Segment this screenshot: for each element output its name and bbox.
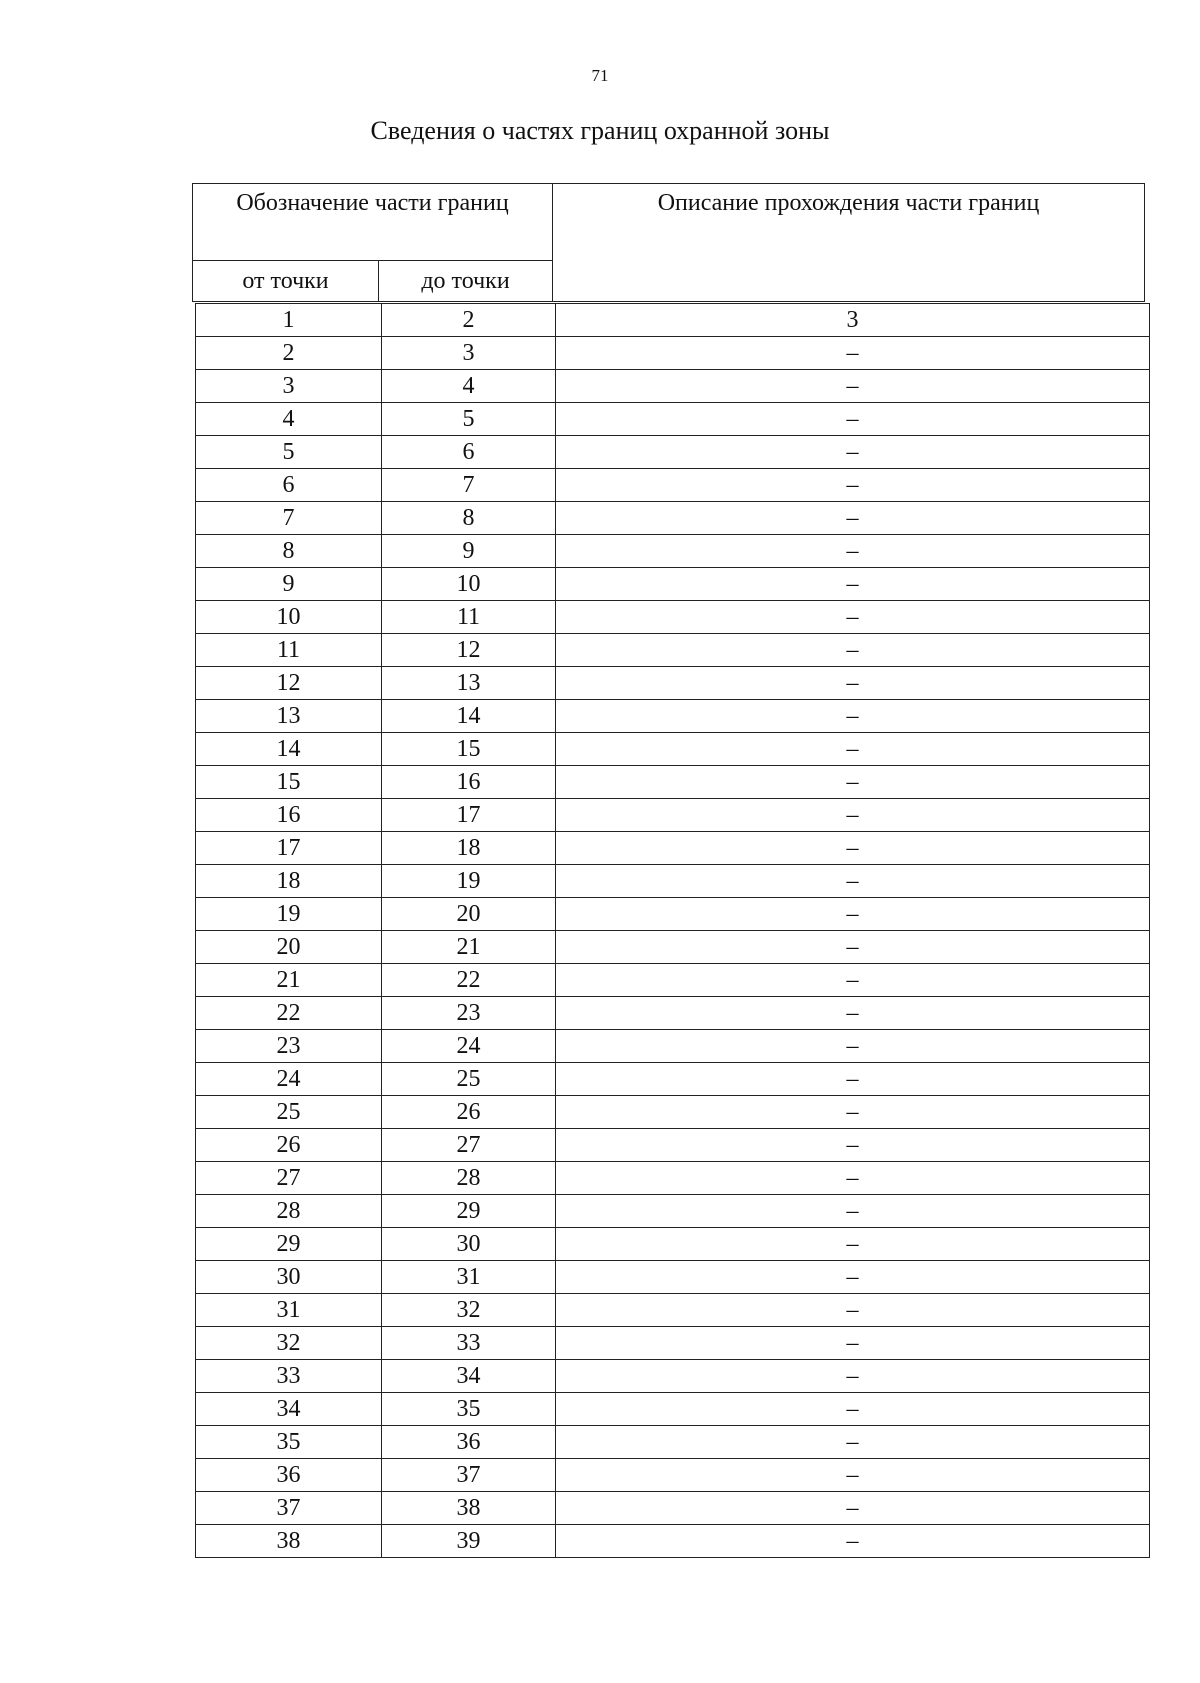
cell-to-point: 29 xyxy=(382,1195,556,1228)
cell-from-point: 38 xyxy=(196,1525,382,1558)
cell-description: – xyxy=(556,1195,1150,1228)
header-to-point-label: до точки xyxy=(379,261,553,302)
cell-from-point: 37 xyxy=(196,1492,382,1525)
table-row xyxy=(196,370,1150,403)
header-from-point-label: от точки xyxy=(193,261,379,302)
table-row xyxy=(196,1030,1150,1063)
cell-from-point: 5 xyxy=(196,436,382,469)
table-row xyxy=(196,733,1150,766)
cell-to-point: 4 xyxy=(382,370,556,403)
cell-description: – xyxy=(556,535,1150,568)
table-header xyxy=(192,183,1145,302)
cell-from-point: 21 xyxy=(196,964,382,997)
table-row xyxy=(196,1294,1150,1327)
table-row xyxy=(196,766,1150,799)
cell-to-point: 22 xyxy=(382,964,556,997)
cell-description: – xyxy=(556,931,1150,964)
cell-description: – xyxy=(556,1294,1150,1327)
cell-from-point: 22 xyxy=(196,997,382,1030)
cell-description: – xyxy=(556,1261,1150,1294)
cell-to-point: 12 xyxy=(382,634,556,667)
table-row xyxy=(196,1063,1150,1096)
cell-description: – xyxy=(556,1162,1150,1195)
cell-from-point: 16 xyxy=(196,799,382,832)
table-row xyxy=(196,997,1150,1030)
cell-description: – xyxy=(556,832,1150,865)
cell-from-point: 3 xyxy=(196,370,382,403)
table-row xyxy=(196,799,1150,832)
table-row xyxy=(196,1360,1150,1393)
column-number: 1 xyxy=(196,304,382,337)
cell-from-point: 20 xyxy=(196,931,382,964)
table-row xyxy=(196,1195,1150,1228)
cell-description: – xyxy=(556,568,1150,601)
table-row xyxy=(196,832,1150,865)
cell-to-point: 27 xyxy=(382,1129,556,1162)
cell-from-point: 33 xyxy=(196,1360,382,1393)
cell-description: – xyxy=(556,1426,1150,1459)
cell-from-point: 31 xyxy=(196,1294,382,1327)
cell-to-point: 24 xyxy=(382,1030,556,1063)
column-number: 3 xyxy=(556,304,1150,337)
cell-description: – xyxy=(556,964,1150,997)
cell-from-point: 19 xyxy=(196,898,382,931)
cell-to-point: 5 xyxy=(382,403,556,436)
cell-to-point: 34 xyxy=(382,1360,556,1393)
cell-description: – xyxy=(556,1228,1150,1261)
cell-description: – xyxy=(556,403,1150,436)
cell-description: – xyxy=(556,337,1150,370)
table-row xyxy=(196,568,1150,601)
cell-to-point: 14 xyxy=(382,700,556,733)
cell-description: – xyxy=(556,1393,1150,1426)
cell-from-point: 18 xyxy=(196,865,382,898)
cell-from-point: 4 xyxy=(196,403,382,436)
table-row xyxy=(196,469,1150,502)
table-row xyxy=(196,1327,1150,1360)
cell-description: – xyxy=(556,634,1150,667)
cell-from-point: 7 xyxy=(196,502,382,535)
cell-to-point: 9 xyxy=(382,535,556,568)
cell-description: – xyxy=(556,436,1150,469)
table-row xyxy=(196,1096,1150,1129)
table-row xyxy=(196,601,1150,634)
table-row xyxy=(196,1492,1150,1525)
cell-to-point: 21 xyxy=(382,931,556,964)
cell-from-point: 32 xyxy=(196,1327,382,1360)
cell-description: – xyxy=(556,733,1150,766)
cell-description: – xyxy=(556,1063,1150,1096)
table-row xyxy=(196,931,1150,964)
cell-description: – xyxy=(556,502,1150,535)
table-row xyxy=(196,1228,1150,1261)
cell-from-point: 17 xyxy=(196,832,382,865)
cell-from-point: 10 xyxy=(196,601,382,634)
cell-from-point: 15 xyxy=(196,766,382,799)
cell-from-point: 34 xyxy=(196,1393,382,1426)
cell-description: – xyxy=(556,1492,1150,1525)
cell-description: – xyxy=(556,766,1150,799)
table-row xyxy=(196,1525,1150,1558)
cell-to-point: 20 xyxy=(382,898,556,931)
cell-to-point: 18 xyxy=(382,832,556,865)
table-row xyxy=(196,535,1150,568)
cell-from-point: 30 xyxy=(196,1261,382,1294)
cell-description: – xyxy=(556,1525,1150,1558)
table-row xyxy=(196,1393,1150,1426)
cell-to-point: 10 xyxy=(382,568,556,601)
cell-description: – xyxy=(556,1360,1150,1393)
cell-to-point: 16 xyxy=(382,766,556,799)
cell-to-point: 26 xyxy=(382,1096,556,1129)
cell-to-point: 38 xyxy=(382,1492,556,1525)
cell-from-point: 9 xyxy=(196,568,382,601)
table-row xyxy=(196,964,1150,997)
cell-to-point: 25 xyxy=(382,1063,556,1096)
cell-from-point: 23 xyxy=(196,1030,382,1063)
cell-from-point: 35 xyxy=(196,1426,382,1459)
cell-description: – xyxy=(556,469,1150,502)
table-row xyxy=(196,436,1150,469)
table-row xyxy=(196,403,1150,436)
table-row xyxy=(196,1261,1150,1294)
table-row xyxy=(196,700,1150,733)
cell-from-point: 2 xyxy=(196,337,382,370)
cell-to-point: 23 xyxy=(382,997,556,1030)
cell-from-point: 24 xyxy=(196,1063,382,1096)
table-row xyxy=(196,634,1150,667)
cell-to-point: 19 xyxy=(382,865,556,898)
cell-description: – xyxy=(556,1030,1150,1063)
table-row xyxy=(196,1162,1150,1195)
cell-from-point: 25 xyxy=(196,1096,382,1129)
page-title: Сведения о частях границ охранной зоны xyxy=(370,116,830,145)
cell-to-point: 32 xyxy=(382,1294,556,1327)
cell-to-point: 13 xyxy=(382,667,556,700)
cell-from-point: 11 xyxy=(196,634,382,667)
cell-description: – xyxy=(556,700,1150,733)
cell-to-point: 33 xyxy=(382,1327,556,1360)
cell-description: – xyxy=(556,370,1150,403)
cell-description: – xyxy=(556,1459,1150,1492)
table-row xyxy=(196,1459,1150,1492)
cell-from-point: 36 xyxy=(196,1459,382,1492)
cell-from-point: 8 xyxy=(196,535,382,568)
cell-description: – xyxy=(556,1327,1150,1360)
table-body xyxy=(196,304,1150,1558)
cell-description: – xyxy=(556,1096,1150,1129)
cell-description: – xyxy=(556,997,1150,1030)
cell-description: – xyxy=(556,667,1150,700)
cell-from-point: 26 xyxy=(196,1129,382,1162)
cell-to-point: 6 xyxy=(382,436,556,469)
cell-to-point: 35 xyxy=(382,1393,556,1426)
table-row xyxy=(196,865,1150,898)
cell-to-point: 28 xyxy=(382,1162,556,1195)
cell-to-point: 15 xyxy=(382,733,556,766)
table-row xyxy=(196,337,1150,370)
cell-to-point: 17 xyxy=(382,799,556,832)
cell-from-point: 27 xyxy=(196,1162,382,1195)
cell-to-point: 39 xyxy=(382,1525,556,1558)
column-number: 2 xyxy=(382,304,556,337)
table-row xyxy=(196,1426,1150,1459)
cell-to-point: 31 xyxy=(382,1261,556,1294)
cell-to-point: 30 xyxy=(382,1228,556,1261)
cell-to-point: 3 xyxy=(382,337,556,370)
cell-to-point: 8 xyxy=(382,502,556,535)
cell-to-point: 7 xyxy=(382,469,556,502)
column-number-row xyxy=(196,304,1150,337)
cell-to-point: 11 xyxy=(382,601,556,634)
boundary-table xyxy=(195,303,1150,1558)
cell-description: – xyxy=(556,865,1150,898)
cell-description: – xyxy=(556,601,1150,634)
cell-from-point: 28 xyxy=(196,1195,382,1228)
table-row xyxy=(196,667,1150,700)
cell-description: – xyxy=(556,898,1150,931)
table-row xyxy=(196,1129,1150,1162)
header-boundary-part-label: Обозначение части границ xyxy=(193,184,553,261)
cell-to-point: 37 xyxy=(382,1459,556,1492)
cell-description: – xyxy=(556,1129,1150,1162)
cell-from-point: 29 xyxy=(196,1228,382,1261)
cell-from-point: 13 xyxy=(196,700,382,733)
cell-description: – xyxy=(556,799,1150,832)
cell-to-point: 36 xyxy=(382,1426,556,1459)
page-number: 71 xyxy=(591,66,609,85)
table-row xyxy=(196,898,1150,931)
header-description-label: Описание прохождения части границ xyxy=(553,184,1145,302)
cell-from-point: 14 xyxy=(196,733,382,766)
cell-from-point: 6 xyxy=(196,469,382,502)
cell-from-point: 12 xyxy=(196,667,382,700)
table-row xyxy=(196,502,1150,535)
